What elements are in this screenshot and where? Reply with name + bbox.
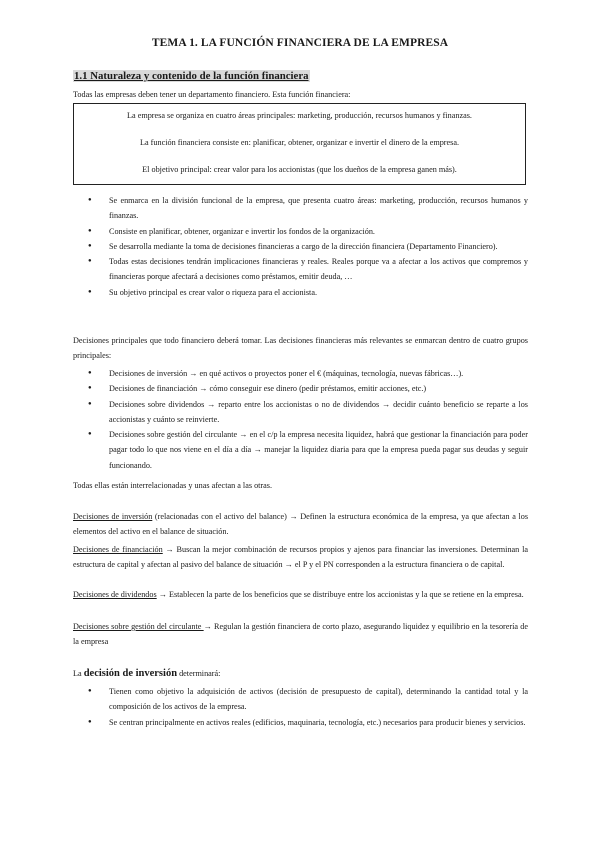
inversion-heading — [73, 666, 528, 681]
definition-text: → Regulan la gestión financiera de corto plazo, asegurando liquidez y equilibrio en la tesorería de la empresa — [73, 622, 528, 646]
decisions-intro-paragraph: Decisiones principales que todo financiero deberá tomar. Las decisiones financieras más relevantes se enmarcan dentro de cuatro grupos principales: — [73, 336, 528, 360]
list-item: ● Decisiones sobre dividendos → reparto entre los accionistas o no de dividendos → decidir cuánto beneficio se reparte a los accionistas y cuánto se reinvierte. — [73, 397, 528, 428]
section-heading: 1.1 Naturaleza y contenido de la función financiera — [74, 70, 309, 82]
document-title: TEMA 1. LA FUNCIÓN FINANCIERA DE LA EMPRESA — [151, 37, 449, 49]
definition-term: Decisiones sobre gestión del circulante — [73, 622, 204, 631]
definition-term: Decisiones de financiación — [73, 545, 163, 554]
inversion-term: decisión de inversión — [83, 668, 178, 679]
definition-term: Decisiones de dividendos — [73, 590, 157, 599]
definition-text: → Buscan la mejor combinación de recursos propios y ajenos para financiar las inversiones. Determinan la estructura de capital y afectan al pasivo del balance de situación → el P y el PN corresponden a la estructura financiera o de capital. — [73, 545, 528, 569]
definition-inversion — [73, 509, 528, 539]
box-line-2: La función financiera consiste en: planificar, obtener, organizar e invertir el dinero de la empresa. — [139, 138, 460, 147]
list-item: ● Se centran principalmente en activos reales (edificios, maquinaria, tecnología, etc.) necesarios para producir bienes y servicios. — [73, 715, 528, 730]
summary-box — [73, 103, 526, 185]
definition-term: Decisiones de inversión — [73, 512, 153, 521]
list-item: ● Se enmarca en la división funcional de la empresa, que presenta cuatro áreas: marketing, producción, recursos humanos y finanzas. — [73, 193, 528, 224]
inversion-pre: La — [73, 669, 84, 678]
list-item: ● Consiste en planificar, obtener, organizar e invertir los fondos de la organización. — [73, 224, 528, 239]
list-item: ● Todas estas decisiones tendrán implicaciones financieras y reales. Reales porque va a afectar a los activos que compremos y financieras porque afectará a decisiones como préstamos, emitir deuda, … — [73, 254, 528, 285]
intro-paragraph: Todas las empresas deben tener un departamento financiero. Esta función financiera: — [73, 90, 351, 99]
definition-text: (relacionadas con el activo del balance) → Definen la estructura económica de la empresa, ya que afectan a los elementos del activo en el balance de situación. — [73, 512, 529, 536]
interrelated-paragraph: Todas ellas están interrelacionadas y unas afectan a las otras. — [73, 481, 273, 490]
definition-dividendos — [73, 587, 528, 602]
definition-circulante — [73, 619, 528, 649]
box-line-1: La empresa se organiza en cuatro áreas principales: marketing, producción, recursos humanos y finanzas. — [127, 111, 472, 120]
list-item: ● Decisiones de inversión → en qué activos o proyectos poner el € (máquinas, tecnología, nuevas fábricas…). — [73, 366, 528, 381]
decisions-bullet-list — [73, 366, 528, 473]
definition-text: → Establecen la parte de los beneficios que se distribuye entre los accionistas y la que se retiene en la empresa. — [156, 590, 524, 599]
inversion-post: determinará: — [177, 669, 221, 678]
list-item: ● Decisiones de financiación → cómo conseguir ese dinero (pedir préstamos, emitir acciones, etc.) — [73, 381, 528, 396]
list-item: ● Se desarrolla mediante la toma de decisiones financieras a cargo de la dirección financiera (Departamento Financiero). — [73, 239, 528, 254]
inversion-bullet-list — [73, 684, 528, 730]
definition-financiacion — [73, 542, 528, 572]
list-item: ● Su objetivo principal es crear valor o riqueza para el accionista. — [73, 285, 528, 300]
box-line-3: El objetivo principal: crear valor para los accionistas (que los dueños de la empresa ganen más). — [142, 165, 457, 174]
list-item: ● Decisiones sobre gestión del circulante → en el c/p la empresa necesita liquidez, habrá que gestionar la financiación para poder pagar todo lo que nos viene en el día a día → manejar la liquidez diaria para que la empresa pueda pagar sus deudas y seguir funcionando. — [73, 427, 528, 473]
function-bullet-list — [73, 193, 528, 300]
list-item: ● Tienen como objetivo la adquisición de activos (decisión de presupuesto de capital), determinando la cantidad total y la composición de los activos de la empresa. — [73, 684, 528, 715]
